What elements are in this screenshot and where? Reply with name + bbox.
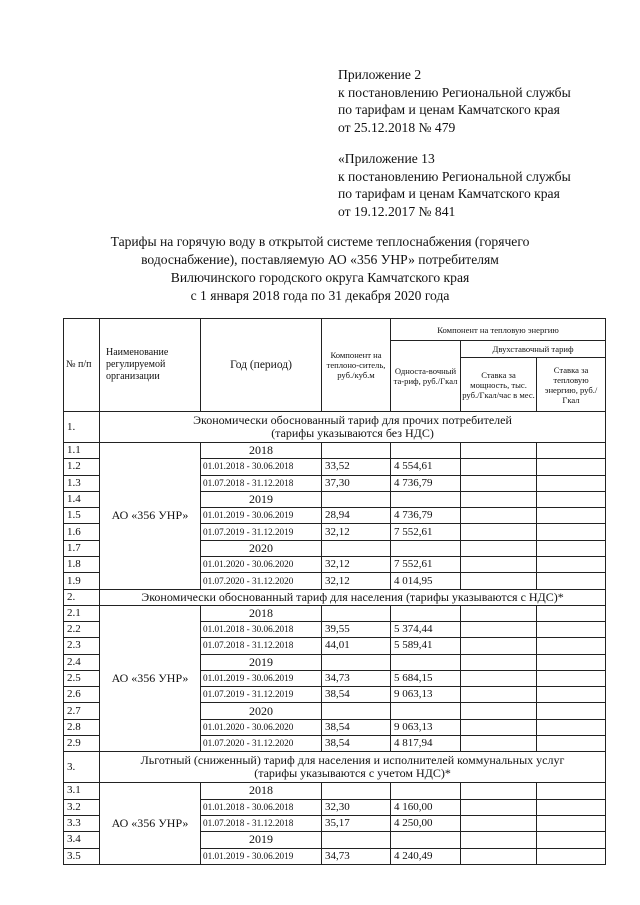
capacity-rate-value (461, 638, 537, 654)
period-cell: 01.01.2020 - 30.06.2020 (201, 557, 322, 573)
capacity-rate-value (461, 443, 537, 459)
period-cell: 01.07.2020 - 31.12.2020 (201, 736, 322, 752)
organization-name: АО «356 УНР» (100, 605, 201, 752)
water-component-value (322, 654, 391, 670)
energy-rate-value (537, 687, 606, 703)
energy-rate-value (537, 736, 606, 752)
row-number: 3.3 (64, 815, 100, 831)
energy-rate-value (537, 475, 606, 491)
annex-line: «Приложение 13 (338, 151, 435, 166)
water-component-value (322, 605, 391, 621)
water-component-value: 32,12 (322, 557, 391, 573)
single-rate-value: 9 063,13 (391, 687, 461, 703)
water-component-value (322, 703, 391, 719)
row-number: 1.3 (64, 475, 100, 491)
single-rate-value: 5 589,41 (391, 638, 461, 654)
section-row (64, 412, 606, 443)
annex-line: от 19.12.2017 № 841 (338, 203, 456, 219)
title-line: с 1 января 2018 года по 31 декабря 2020 года (190, 288, 450, 303)
period-cell: 01.01.2020 - 30.06.2020 (201, 719, 322, 735)
annex-13-header (338, 150, 571, 220)
capacity-rate-value (461, 573, 537, 589)
water-component-value: 28,94 (322, 508, 391, 524)
water-component-value (322, 491, 391, 507)
row-number: 1.4 (64, 491, 100, 507)
single-rate-value (391, 783, 461, 799)
single-rate-value: 5 684,15 (391, 670, 461, 686)
water-component-value: 35,17 (322, 815, 391, 831)
capacity-rate-value (461, 491, 537, 507)
section-title-line: Экономически обоснованный тариф для прочих потребителей (193, 413, 512, 427)
capacity-rate-value (461, 799, 537, 815)
energy-rate-value (537, 815, 606, 831)
energy-rate-value (537, 443, 606, 459)
energy-rate-value (537, 799, 606, 815)
water-component-value: 32,30 (322, 799, 391, 815)
single-rate-value: 4 554,61 (391, 459, 461, 475)
energy-rate-value (537, 638, 606, 654)
single-rate-value (391, 443, 461, 459)
single-rate-value (391, 703, 461, 719)
row-number: 2.7 (64, 703, 100, 719)
row-number: 2.8 (64, 719, 100, 735)
annex-line: по тарифам и ценам Камчатского края (338, 102, 560, 117)
energy-rate-value (537, 719, 606, 735)
title-line: водоснабжение), поставляемую АО «356 УНР» потребителям (141, 252, 499, 267)
period-cell: 01.07.2019 - 31.12.2019 (201, 524, 322, 540)
period-cell: 01.01.2019 - 30.06.2019 (201, 508, 322, 524)
header-heat-component: Компонент на тепловую энергию (391, 319, 606, 341)
annex-line: к постановлению Региональной службы (338, 84, 571, 100)
single-rate-value: 4 736,79 (391, 508, 461, 524)
header-num: № п/п (64, 319, 100, 412)
water-component-value: 44,01 (322, 638, 391, 654)
header-water-component: Компонент на теплоно-ситель, руб./куб.м (322, 319, 391, 412)
single-rate-value: 7 552,61 (391, 524, 461, 540)
capacity-rate-value (461, 540, 537, 556)
header-period: Год (период) (201, 319, 322, 412)
single-rate-value (391, 491, 461, 507)
capacity-rate-value (461, 605, 537, 621)
period-cell: 01.07.2020 - 31.12.2020 (201, 573, 322, 589)
capacity-rate-value (461, 719, 537, 735)
single-rate-value (391, 654, 461, 670)
row-number: 1.7 (64, 540, 100, 556)
energy-rate-value (537, 783, 606, 799)
water-component-value (322, 783, 391, 799)
water-component-value: 37,30 (322, 475, 391, 491)
header-organization: Наименование регулируемой организации (100, 319, 201, 412)
row-number: 3.1 (64, 783, 100, 799)
header-two-rate: Двухставочный тариф (461, 341, 606, 358)
single-rate-value: 4 817,94 (391, 736, 461, 752)
section-title-line: (тарифы указываются с учетом НДС)* (254, 766, 451, 781)
period-cell: 01.01.2019 - 30.06.2019 (201, 670, 322, 686)
header-single-rate: Односта-вочный та-риф, руб./Гкал (391, 341, 461, 412)
single-rate-value (391, 832, 461, 848)
year-cell: 2018 (201, 605, 322, 621)
water-component-value: 38,54 (322, 687, 391, 703)
row-number: 1.9 (64, 573, 100, 589)
row-number: 2.3 (64, 638, 100, 654)
section-number: 1. (64, 412, 100, 443)
period-cell: 01.07.2018 - 31.12.2018 (201, 815, 322, 831)
single-rate-value: 9 063,13 (391, 719, 461, 735)
capacity-rate-value (461, 815, 537, 831)
single-rate-value: 4 014,95 (391, 573, 461, 589)
capacity-rate-value (461, 783, 537, 799)
row-number: 3.4 (64, 832, 100, 848)
row-number: 2.2 (64, 621, 100, 637)
table-body (64, 412, 606, 865)
row-number: 1.5 (64, 508, 100, 524)
year-cell: 2020 (201, 540, 322, 556)
table-row (64, 783, 606, 799)
header-capacity-rate: Ставка за мощность, тыс. руб./Гкал/час в мес. (461, 358, 537, 412)
water-component-value: 38,54 (322, 719, 391, 735)
capacity-rate-value (461, 848, 537, 864)
section-title (100, 752, 606, 783)
energy-rate-value (537, 573, 606, 589)
water-component-value: 38,54 (322, 736, 391, 752)
single-rate-value: 4 240,49 (391, 848, 461, 864)
document-title (100, 233, 540, 305)
row-number: 2.9 (64, 736, 100, 752)
energy-rate-value (537, 508, 606, 524)
row-number: 1.8 (64, 557, 100, 573)
section-row (64, 752, 606, 783)
single-rate-value: 4 250,00 (391, 815, 461, 831)
row-number: 1.1 (64, 443, 100, 459)
capacity-rate-value (461, 670, 537, 686)
water-component-value (322, 832, 391, 848)
section-row (64, 589, 606, 605)
row-number: 2.6 (64, 687, 100, 703)
capacity-rate-value (461, 703, 537, 719)
title-line: Тарифы на горячую воду в открытой системе теплоснабжения (горячего (110, 234, 530, 249)
energy-rate-value (537, 540, 606, 556)
single-rate-value: 7 552,61 (391, 557, 461, 573)
section-title-line: Льготный (сниженный) тариф для населения и исполнителей коммунальных услуг (140, 753, 565, 768)
annex-line: к постановлению Региональной службы (338, 168, 571, 184)
year-cell: 2019 (201, 654, 322, 670)
capacity-rate-value (461, 557, 537, 573)
water-component-value (322, 540, 391, 556)
period-cell: 01.01.2019 - 30.06.2019 (201, 848, 322, 864)
period-cell: 01.01.2018 - 30.06.2018 (201, 621, 322, 637)
annex-line: по тарифам и ценам Камчатского края (338, 186, 560, 201)
capacity-rate-value (461, 524, 537, 540)
table-row (64, 605, 606, 621)
header-energy-rate: Ставка за тепловую энергию, руб./Гкал (537, 358, 606, 412)
energy-rate-value (537, 621, 606, 637)
energy-rate-value (537, 654, 606, 670)
period-cell: 01.01.2018 - 30.06.2018 (201, 799, 322, 815)
capacity-rate-value (461, 736, 537, 752)
water-component-value: 34,73 (322, 848, 391, 864)
energy-rate-value (537, 524, 606, 540)
annex-line: от 25.12.2018 № 479 (338, 119, 456, 135)
row-number: 2.4 (64, 654, 100, 670)
annex-line: Приложение 2 (338, 67, 422, 82)
capacity-rate-value (461, 832, 537, 848)
capacity-rate-value (461, 621, 537, 637)
energy-rate-value (537, 703, 606, 719)
water-component-value: 34,73 (322, 670, 391, 686)
capacity-rate-value (461, 687, 537, 703)
row-number: 3.2 (64, 799, 100, 815)
organization-name: АО «356 УНР» (100, 783, 201, 864)
water-component-value: 32,12 (322, 573, 391, 589)
year-cell: 2018 (201, 783, 322, 799)
row-number: 1.2 (64, 459, 100, 475)
year-cell: 2019 (201, 491, 322, 507)
year-cell: 2020 (201, 703, 322, 719)
water-component-value: 32,12 (322, 524, 391, 540)
energy-rate-value (537, 832, 606, 848)
section-title (100, 589, 606, 605)
energy-rate-value (537, 459, 606, 475)
period-cell: 01.07.2019 - 31.12.2019 (201, 687, 322, 703)
water-component-value (322, 443, 391, 459)
single-rate-value (391, 540, 461, 556)
section-title (100, 412, 606, 443)
period-cell: 01.07.2018 - 31.12.2018 (201, 475, 322, 491)
section-title-line: (тарифы указываются без НДС) (271, 426, 434, 440)
energy-rate-value (537, 848, 606, 864)
period-cell: 01.07.2018 - 31.12.2018 (201, 638, 322, 654)
energy-rate-value (537, 491, 606, 507)
organization-name: АО «356 УНР» (100, 443, 201, 590)
single-rate-value (391, 605, 461, 621)
capacity-rate-value (461, 508, 537, 524)
row-number: 2.5 (64, 670, 100, 686)
energy-rate-value (537, 670, 606, 686)
water-component-value: 39,55 (322, 621, 391, 637)
capacity-rate-value (461, 459, 537, 475)
water-component-value: 33,52 (322, 459, 391, 475)
energy-rate-value (537, 557, 606, 573)
single-rate-value: 5 374,44 (391, 621, 461, 637)
single-rate-value: 4 736,79 (391, 475, 461, 491)
row-number: 2.1 (64, 605, 100, 621)
energy-rate-value (537, 605, 606, 621)
capacity-rate-value (461, 654, 537, 670)
section-number: 3. (64, 752, 100, 783)
single-rate-value: 4 160,00 (391, 799, 461, 815)
table-row (64, 443, 606, 459)
row-number: 1.6 (64, 524, 100, 540)
year-cell: 2018 (201, 443, 322, 459)
annex-2-header (338, 66, 571, 136)
section-title-line: Экономически обоснованный тариф для населения (тарифы указываются с НДС)* (141, 589, 564, 604)
capacity-rate-value (461, 475, 537, 491)
tariff-table (63, 318, 606, 865)
row-number: 3.5 (64, 848, 100, 864)
year-cell: 2019 (201, 832, 322, 848)
period-cell: 01.01.2018 - 30.06.2018 (201, 459, 322, 475)
title-line: Вилючинского городского округа Камчатского края (170, 270, 470, 285)
section-number: 2. (64, 589, 100, 605)
